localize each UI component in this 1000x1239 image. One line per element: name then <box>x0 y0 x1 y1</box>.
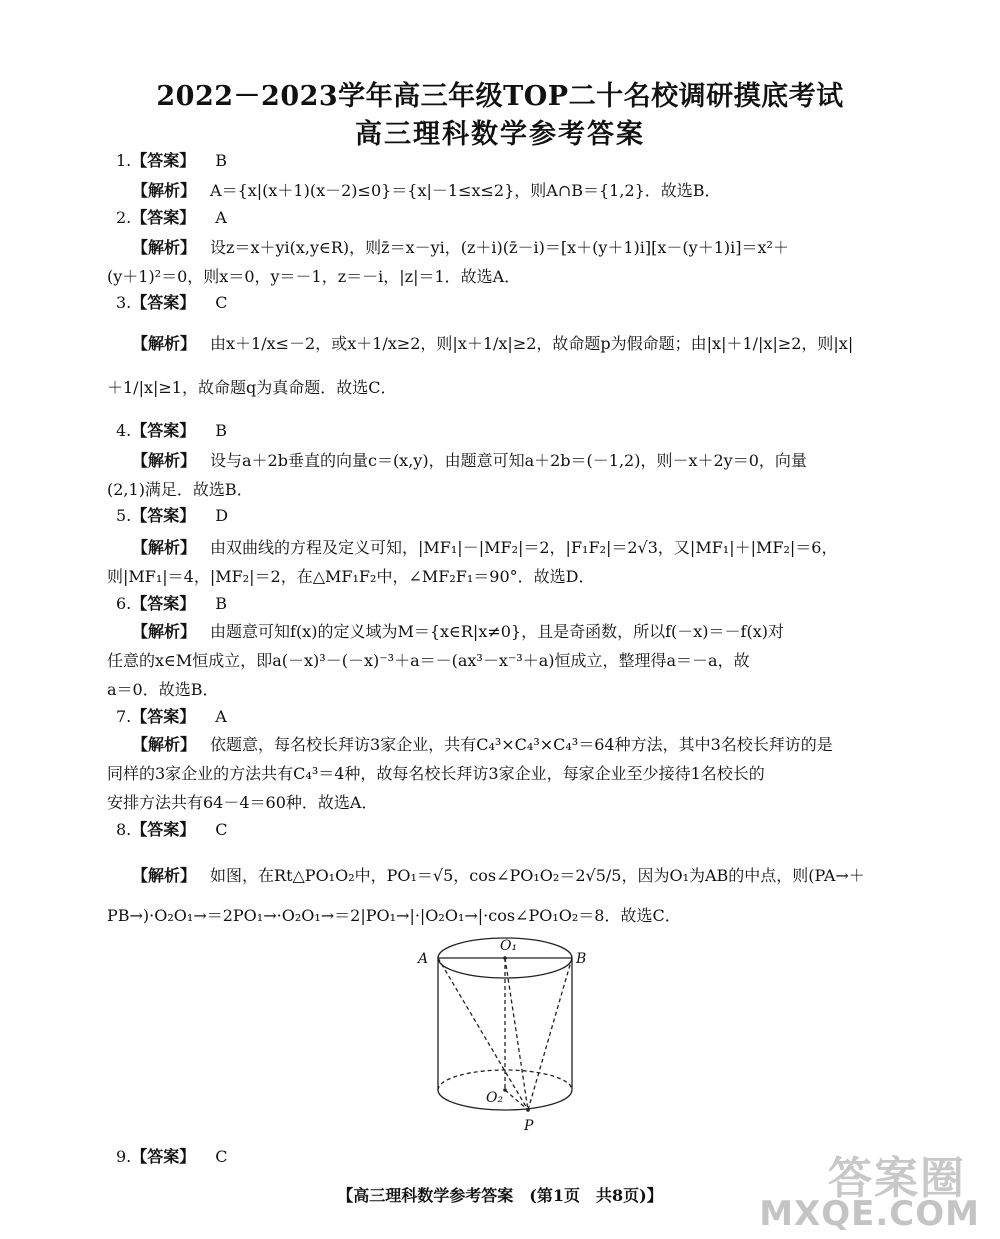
answer-label: 【答案】 <box>131 293 196 312</box>
exam-title: 2022－2023学年高三年级TOP二十名校调研摸底考试 <box>156 81 844 112</box>
question-number: 4. <box>116 421 132 440</box>
explanation-line: 如图，在Rt△PO₁O₂中，PO₁＝√5，cos∠PO₁O₂＝2√5/5，因为O₁为AB的中点，则(PA→＋ <box>210 866 865 885</box>
explanation-line: 设与a＋2b垂直的向量c＝(x,y)，由题意可知a＋2b＝(－1,2)，则－x＋2y＝0，向量 <box>210 451 807 470</box>
question-number: 1. <box>116 151 132 170</box>
label-o1: O₁ <box>500 938 518 954</box>
explanation-label: 【解析】 <box>132 334 197 353</box>
answer-value: A <box>215 707 227 726</box>
answer-row-4 <box>116 420 227 442</box>
answer-value: C <box>215 293 228 312</box>
explanation-line: 由x＋1/x≤－2，或x＋1/x≥2，则|x＋1/x|≥2，故命题p为假命题；由|x|＋1/|x|≥2，则|x| <box>210 334 854 353</box>
segment-pb <box>528 958 572 1110</box>
explanation-line: (2,1)满足．故选B． <box>107 480 253 499</box>
explanation-7 <box>107 730 880 817</box>
explanation-3 <box>107 322 880 410</box>
page-footer: 【高三理科数学参考答案 (第1页 共8页)】 <box>337 1186 663 1205</box>
label-p: P <box>524 1118 534 1134</box>
point-p <box>526 1108 530 1112</box>
explanation-label: 【解析】 <box>132 538 197 557</box>
explanation-label: 【解析】 <box>132 238 197 257</box>
answer-value: A <box>215 208 227 227</box>
answer-row-8 <box>116 819 228 841</box>
explanation-line: 同样的3家企业的方法共有C₄³＝4种，故每名校长拜访3家企业，每家企业至少接待1名校长的 <box>107 764 765 783</box>
answer-label: 【答案】 <box>131 820 196 839</box>
explanation-line: PB→)·O₂O₁→＝2PO₁→·O₂O₁→＝2|PO₁→|·|O₂O₁→|·cos∠PO₁O₂＝8．故选C． <box>107 906 681 925</box>
explanation-line: 则|MF₁|＝4，|MF₂|＝2，在△MF₁F₂中，∠MF₂F₁＝90°．故选D． <box>107 567 595 586</box>
explanation-line: a＝0．故选B． <box>107 680 219 699</box>
question-number: 7. <box>116 707 132 726</box>
explanation-4 <box>107 446 880 504</box>
point-o2 <box>503 1088 507 1092</box>
answer-value: C <box>215 820 228 839</box>
explanation-1 <box>132 176 880 205</box>
segment-po1 <box>505 958 528 1110</box>
explanation-line: 由题意可知f(x)的定义域为M＝{x∈R|x≠0}，且是奇函数，所以f(－x)＝－f(x)对 <box>210 622 784 641</box>
explanation-line: 由双曲线的方程及定义可知，|MF₁|－|MF₂|＝2，|F₁F₂|＝2√3，又|MF₁|＋|MF₂|＝6， <box>210 538 838 557</box>
explanation-8 <box>107 856 880 936</box>
answer-row-6 <box>116 593 227 615</box>
segment-o2p <box>505 1090 528 1110</box>
explanation-label: 【解析】 <box>132 181 197 200</box>
answer-value: B <box>215 421 228 440</box>
bottom-front-arc <box>438 1090 572 1110</box>
answer-value: C <box>215 1147 228 1166</box>
document-subtitle: 高三理科数学参考答案 <box>355 119 645 150</box>
answer-value: B <box>215 594 228 613</box>
question-number: 3. <box>116 293 132 312</box>
label-b: B <box>576 951 587 967</box>
answer-value: B <box>215 151 228 170</box>
question-number: 8. <box>116 820 132 839</box>
answer-row-1 <box>116 150 227 172</box>
question-number: 2. <box>116 208 132 227</box>
answer-label: 【答案】 <box>131 151 196 170</box>
explanation-label: 【解析】 <box>132 735 197 754</box>
answer-row-3 <box>116 292 228 314</box>
explanation-line: ＋1/|x|≥1，故命题q为真命题．故选C． <box>107 378 397 397</box>
explanation-line: (y＋1)²＝0，则x＝0，y＝－1，z＝－i，|z|＝1．故选A． <box>107 267 521 286</box>
point-o1 <box>503 956 507 960</box>
explanation-line: 任意的x∈M恒成立，即a(－x)³－(－x)⁻³＋a＝－(ax³－x⁻³＋a)恒成立，整理得a＝－a，故 <box>107 651 750 670</box>
segment-pa <box>438 958 528 1110</box>
explanation-label: 【解析】 <box>132 866 197 885</box>
answer-value: D <box>215 506 229 525</box>
watermark-url: MXQE.COM <box>759 1194 980 1234</box>
answer-label: 【答案】 <box>131 208 196 227</box>
answer-label: 【答案】 <box>131 594 196 613</box>
answer-row-7 <box>116 706 227 728</box>
answer-label: 【答案】 <box>131 506 196 525</box>
question-number: 5. <box>116 506 132 525</box>
label-a: A <box>418 951 429 967</box>
explanation-line: 依题意，每名校长拜访3家企业，共有C₄³×C₄³×C₄³＝64种方法，其中3名校长拜访的是 <box>210 735 833 754</box>
answer-row-5 <box>116 505 228 527</box>
label-o2: O₂ <box>486 1090 504 1106</box>
watermark-logo-text: 答案圈 <box>828 1153 966 1204</box>
explanation-line: 设z＝x＋yi(x,y∈R)，则z̄＝x－yi，(z＋i)(z̄－i)＝[x＋(y＋1)i][x－(y＋1)i]＝x²＋ <box>210 238 789 257</box>
question-number: 6. <box>116 594 132 613</box>
question-number: 9. <box>116 1147 132 1166</box>
answer-row-2 <box>116 207 227 229</box>
answer-label: 【答案】 <box>131 1147 196 1166</box>
explanation-label: 【解析】 <box>132 622 197 641</box>
answer-row-9 <box>116 1146 228 1168</box>
explanation-label: 【解析】 <box>132 451 197 470</box>
explanation-2 <box>107 233 880 291</box>
site-watermark <box>759 1138 986 1238</box>
explanation-line: A＝{x|(x＋1)(x－2)≤0}＝{x|－1≤x≤2}，则A∩B＝{1,2}．故选B． <box>210 181 721 200</box>
answer-label: 【答案】 <box>131 421 196 440</box>
cylinder-figure <box>410 930 600 1135</box>
explanation-6 <box>107 617 880 704</box>
explanation-5 <box>107 533 880 591</box>
explanation-line: 安排方法共有64－4＝60种．故选A． <box>107 793 378 812</box>
answer-label: 【答案】 <box>131 707 196 726</box>
